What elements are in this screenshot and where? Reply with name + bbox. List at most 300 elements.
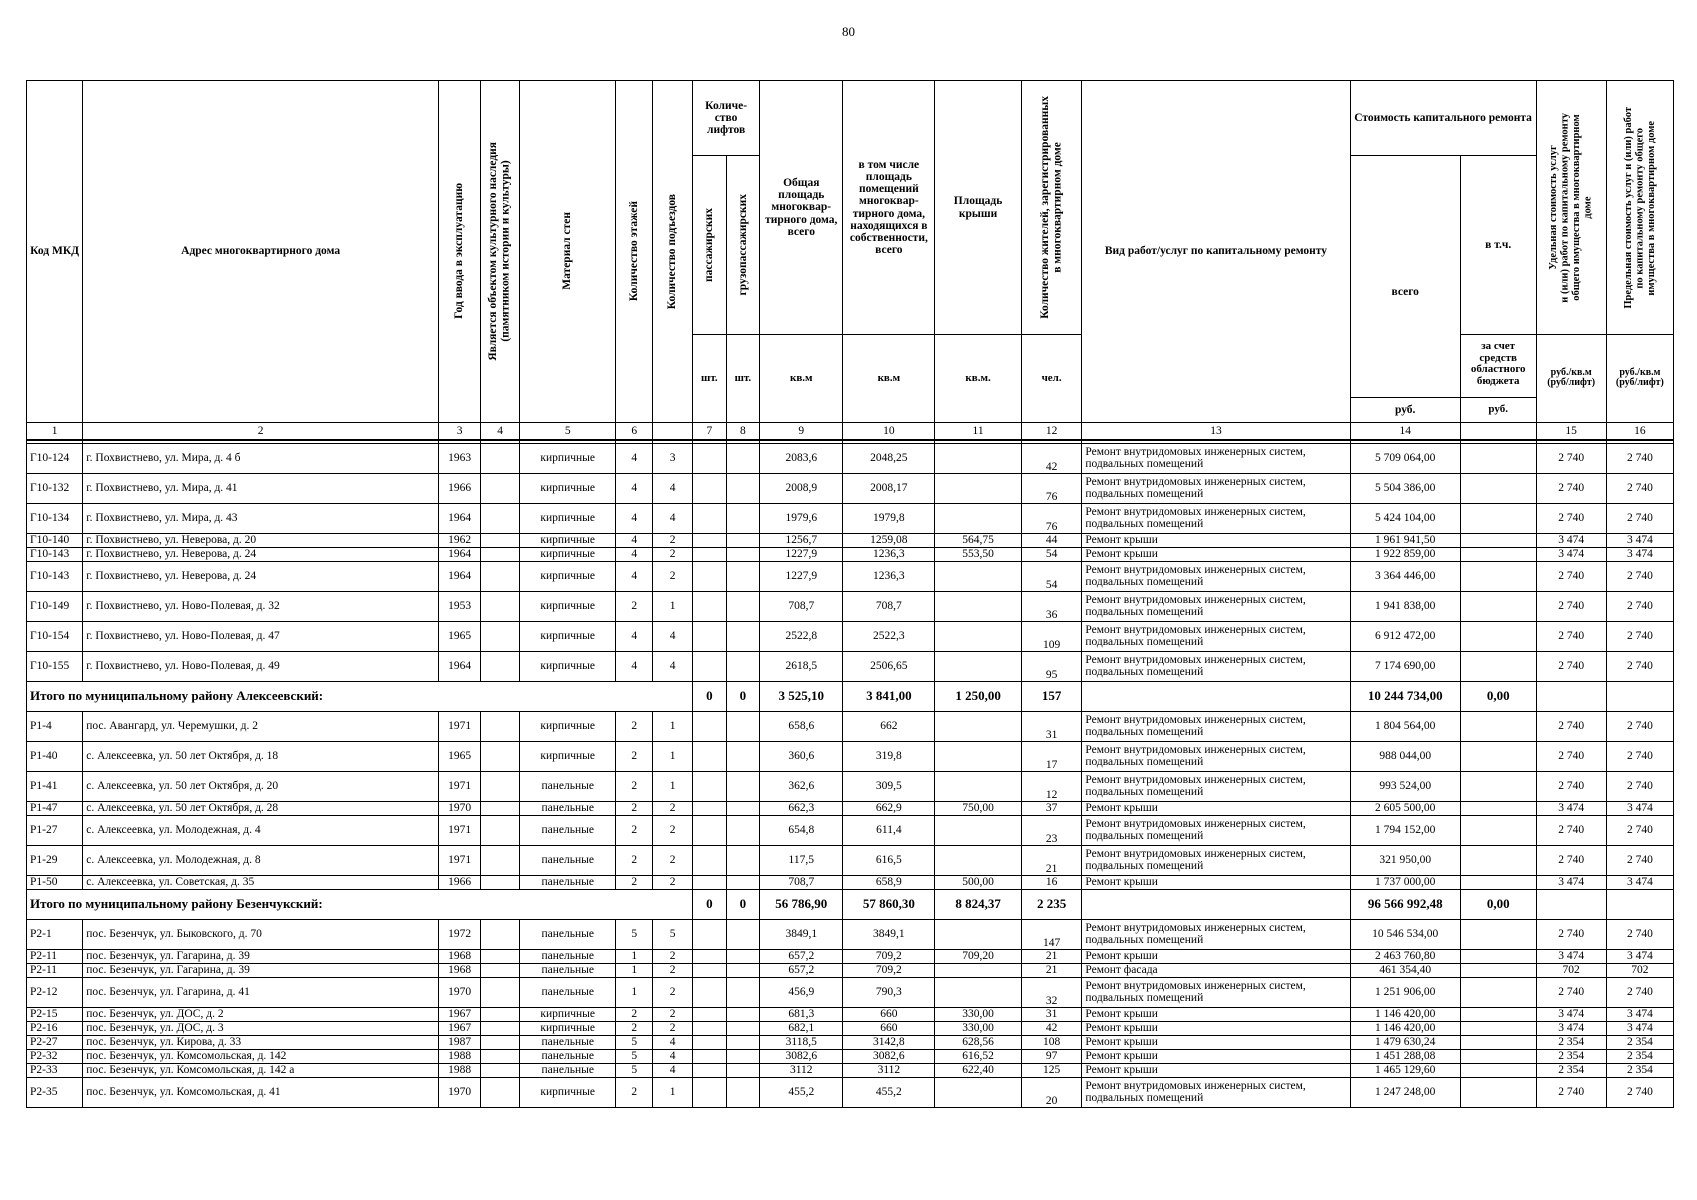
mkd-code: Р1-29 (27, 845, 83, 875)
header-material: Материал стен (520, 81, 616, 423)
regional-budget (1460, 443, 1536, 473)
mkd-address: г. Похвистнево, ул. Мира, д. 4 б (83, 443, 439, 473)
mkd-code: Р2-1 (27, 919, 83, 949)
total-area: 2083,6 (760, 443, 843, 473)
total-area: 681,3 (760, 1007, 843, 1021)
lifts-passenger (693, 919, 727, 949)
heritage-flag (481, 621, 520, 651)
owned-area: 455,2 (843, 1077, 935, 1107)
mkd-code: Р1-40 (27, 741, 83, 771)
heritage-flag (481, 1021, 520, 1035)
heritage-flag (481, 815, 520, 845)
total-area: 3849,1 (760, 919, 843, 949)
header-cost-total-text: всего (1391, 285, 1419, 298)
commission-year: 1962 (439, 533, 481, 547)
wall-material: кирпичные (520, 591, 616, 621)
roof-area (935, 815, 1022, 845)
mkd-address: г. Похвистнево, ул. Неверова, д. 20 (83, 533, 439, 547)
header-residents: Количество жителей, зарегистрированных в многоквартирном доме (1021, 81, 1082, 335)
unit-cost: 3 474 (1536, 547, 1606, 561)
owned-area: 658,9 (843, 875, 935, 889)
residents-count: 76 (1021, 473, 1082, 503)
lifts-passenger (693, 845, 727, 875)
floors-count: 2 (616, 1007, 653, 1021)
commission-year: 1964 (439, 503, 481, 533)
max-cost: 2 740 (1606, 1077, 1673, 1107)
owned-area: 2048,25 (843, 443, 935, 473)
header-cost-regional (1460, 335, 1536, 423)
owned-area: 2008,17 (843, 473, 935, 503)
heritage-flag (481, 919, 520, 949)
column-number: 2 (83, 422, 439, 440)
wall-material: кирпичные (520, 443, 616, 473)
floors-count: 4 (616, 547, 653, 561)
residents-count: 147 (1021, 919, 1082, 949)
lifts-cargo (726, 443, 760, 473)
lifts-cargo (726, 801, 760, 815)
floors-count: 5 (616, 1063, 653, 1077)
column-number: 16 (1606, 422, 1673, 440)
residents-count: 37 (1021, 801, 1082, 815)
regional-budget (1460, 801, 1536, 815)
total-area: 2008,9 (760, 473, 843, 503)
mkd-code: Р2-33 (27, 1063, 83, 1077)
roof-area (935, 443, 1022, 473)
table-row (27, 977, 1674, 1007)
max-cost: 702 (1606, 963, 1673, 977)
unit-total-area: кв.м (760, 335, 843, 423)
mkd-code: Г10-143 (27, 547, 83, 561)
wall-material: панельные (520, 949, 616, 963)
floors-count: 4 (616, 561, 653, 591)
header-cost-incl: в т.ч. (1460, 156, 1536, 335)
total-work-empty (1082, 681, 1350, 711)
mkd-address: пос. Безенчук, ул. ДОС, д. 2 (83, 1007, 439, 1021)
work-type: Ремонт крыши (1082, 949, 1350, 963)
roof-area (935, 977, 1022, 1007)
lifts-cargo (726, 547, 760, 561)
entrances-count: 2 (653, 801, 693, 815)
max-cost: 2 740 (1606, 771, 1673, 801)
lifts-passenger (693, 1049, 727, 1063)
residents-count: 36 (1021, 591, 1082, 621)
mkd-address: с. Алексеевка, ул. 50 лет Октября, д. 28 (83, 801, 439, 815)
total-lifts-passenger: 0 (693, 889, 727, 919)
commission-year: 1971 (439, 815, 481, 845)
regional-budget (1460, 741, 1536, 771)
header-work-type: Вид работ/услуг по капитальному ремонту (1082, 81, 1350, 423)
entrances-count: 1 (653, 591, 693, 621)
max-cost: 2 740 (1606, 443, 1673, 473)
owned-area: 709,2 (843, 963, 935, 977)
header-cost-total (1350, 156, 1460, 423)
total-area: 708,7 (760, 875, 843, 889)
lifts-cargo (726, 919, 760, 949)
residents-count: 17 (1021, 741, 1082, 771)
owned-area: 660 (843, 1007, 935, 1021)
roof-area (935, 651, 1022, 681)
lifts-passenger (693, 651, 727, 681)
commission-year: 1966 (439, 875, 481, 889)
entrances-count: 4 (653, 473, 693, 503)
mkd-code: Г10-149 (27, 591, 83, 621)
floors-count: 2 (616, 741, 653, 771)
wall-material: кирпичные (520, 1007, 616, 1021)
max-cost: 2 740 (1606, 711, 1673, 741)
repair-cost: 10 546 534,00 (1350, 919, 1460, 949)
total-regional: 0,00 (1460, 681, 1536, 711)
unit-cost: 2 740 (1536, 1077, 1606, 1107)
lifts-cargo (726, 949, 760, 963)
header-total-area: Общая площадь многоквар-тирного дома, всего (760, 81, 843, 335)
lifts-passenger (693, 443, 727, 473)
owned-area: 319,8 (843, 741, 935, 771)
regional-budget (1460, 1021, 1536, 1035)
lifts-passenger (693, 1077, 727, 1107)
wall-material: кирпичные (520, 651, 616, 681)
wall-material: кирпичные (520, 503, 616, 533)
max-cost: 2 354 (1606, 1049, 1673, 1063)
lifts-cargo (726, 711, 760, 741)
total-area: 1227,9 (760, 547, 843, 561)
wall-material: панельные (520, 845, 616, 875)
floors-count: 4 (616, 621, 653, 651)
mkd-address: пос. Авангард, ул. Черемушки, д. 2 (83, 711, 439, 741)
max-cost: 2 740 (1606, 503, 1673, 533)
lifts-passenger (693, 1007, 727, 1021)
column-numbers-row (27, 422, 1674, 440)
residents-count: 21 (1021, 949, 1082, 963)
commission-year: 1967 (439, 1007, 481, 1021)
commission-year: 1988 (439, 1049, 481, 1063)
floors-count: 2 (616, 815, 653, 845)
wall-material: панельные (520, 963, 616, 977)
regional-budget (1460, 1035, 1536, 1049)
table-row (27, 1021, 1674, 1035)
heritage-flag (481, 651, 520, 681)
mkd-code: Р2-12 (27, 977, 83, 1007)
heritage-flag (481, 963, 520, 977)
entrances-count: 4 (653, 651, 693, 681)
work-type: Ремонт внутридомовых инженерных систем, подвальных помещений (1082, 473, 1350, 503)
lifts-cargo (726, 1035, 760, 1049)
lifts-cargo (726, 845, 760, 875)
residents-count: 42 (1021, 1021, 1082, 1035)
wall-material: кирпичные (520, 533, 616, 547)
unit-cost-regional: руб. (1461, 397, 1536, 422)
column-number: 8 (726, 422, 760, 440)
owned-area: 709,2 (843, 949, 935, 963)
roof-area (935, 711, 1022, 741)
mkd-code: Г10-124 (27, 443, 83, 473)
lifts-cargo (726, 1049, 760, 1063)
owned-area: 309,5 (843, 771, 935, 801)
lifts-passenger (693, 963, 727, 977)
floors-count: 2 (616, 801, 653, 815)
header-owned-area: в том числе площадь помещений многоквар-тирного дома, находящихся в собственности, всего (843, 81, 935, 335)
floors-count: 1 (616, 963, 653, 977)
regional-budget (1460, 875, 1536, 889)
mkd-code: Р2-27 (27, 1035, 83, 1049)
roof-area (935, 845, 1022, 875)
heritage-flag (481, 561, 520, 591)
commission-year: 1964 (439, 561, 481, 591)
table-row (27, 711, 1674, 741)
mkd-code: Г10-154 (27, 621, 83, 651)
lifts-cargo (726, 963, 760, 977)
work-type: Ремонт внутридомовых инженерных систем, подвальных помещений (1082, 443, 1350, 473)
lifts-cargo (726, 621, 760, 651)
work-type: Ремонт внутридомовых инженерных систем, подвальных помещений (1082, 561, 1350, 591)
district-total-row (27, 889, 1674, 919)
heritage-flag (481, 711, 520, 741)
mkd-address: с. Алексеевка, ул. Молодежная, д. 8 (83, 845, 439, 875)
column-number: 1 (27, 422, 83, 440)
regional-budget (1460, 503, 1536, 533)
floors-count: 1 (616, 949, 653, 963)
repair-cost: 7 174 690,00 (1350, 651, 1460, 681)
total-cost: 10 244 734,00 (1350, 681, 1460, 711)
wall-material: панельные (520, 771, 616, 801)
entrances-count: 2 (653, 977, 693, 1007)
repair-cost: 1 146 420,00 (1350, 1007, 1460, 1021)
entrances-count: 2 (653, 875, 693, 889)
unit-pcs-cargo: шт. (726, 335, 760, 423)
entrances-count: 2 (653, 815, 693, 845)
total-lifts-cargo: 0 (726, 889, 760, 919)
roof-area: 553,50 (935, 547, 1022, 561)
roof-area (935, 741, 1022, 771)
unit-cost: 702 (1536, 963, 1606, 977)
header-address: Адрес многоквартирного дома (83, 81, 439, 423)
max-cost: 2 740 (1606, 591, 1673, 621)
total-roof-area: 8 824,37 (935, 889, 1022, 919)
wall-material: кирпичные (520, 621, 616, 651)
owned-area: 3112 (843, 1063, 935, 1077)
entrances-count: 4 (653, 1063, 693, 1077)
total-area: 3082,6 (760, 1049, 843, 1063)
commission-year: 1965 (439, 741, 481, 771)
header-lifts-passenger: пассажирских (693, 156, 727, 335)
repair-cost: 1 922 859,00 (1350, 547, 1460, 561)
heritage-flag (481, 1077, 520, 1107)
repair-cost: 5 504 386,00 (1350, 473, 1460, 503)
work-type: Ремонт внутридомовых инженерных систем, подвальных помещений (1082, 1077, 1350, 1107)
table-row (27, 533, 1674, 547)
floors-count: 4 (616, 651, 653, 681)
total-area: 658,6 (760, 711, 843, 741)
column-number: 5 (520, 422, 616, 440)
unit-cost: 3 474 (1536, 949, 1606, 963)
heritage-flag (481, 1007, 520, 1021)
table-row (27, 1007, 1674, 1021)
max-cost: 2 740 (1606, 651, 1673, 681)
repair-cost: 1 804 564,00 (1350, 711, 1460, 741)
repair-cost: 5 424 104,00 (1350, 503, 1460, 533)
owned-area: 2506,65 (843, 651, 935, 681)
regional-budget (1460, 533, 1536, 547)
work-type: Ремонт внутридомовых инженерных систем, подвальных помещений (1082, 503, 1350, 533)
commission-year: 1964 (439, 651, 481, 681)
heritage-flag (481, 1063, 520, 1077)
page-number: 80 (842, 24, 855, 39)
repair-cost: 1 961 941,50 (1350, 533, 1460, 547)
repair-cost: 2 463 760,80 (1350, 949, 1460, 963)
entrances-count: 1 (653, 1077, 693, 1107)
repair-cost: 2 605 500,00 (1350, 801, 1460, 815)
header-year: Год ввода в эксплуатацию (439, 81, 481, 423)
unit-residents: чел. (1021, 335, 1082, 423)
regional-budget (1460, 1049, 1536, 1063)
table-row (27, 651, 1674, 681)
table-row (27, 771, 1674, 801)
work-type: Ремонт крыши (1082, 1021, 1350, 1035)
header-cost: Стоимость капитального ремонта (1350, 81, 1536, 156)
lifts-passenger (693, 1021, 727, 1035)
commission-year: 1971 (439, 845, 481, 875)
regional-budget (1460, 919, 1536, 949)
lifts-passenger (693, 741, 727, 771)
table-row (27, 1077, 1674, 1107)
lifts-passenger (693, 621, 727, 651)
heritage-flag (481, 1049, 520, 1063)
lifts-cargo (726, 1007, 760, 1021)
table-row (27, 845, 1674, 875)
mkd-address: пос. Безенчук, ул. Быковского, д. 70 (83, 919, 439, 949)
lifts-passenger (693, 815, 727, 845)
heritage-flag (481, 977, 520, 1007)
mkd-address: пос. Безенчук, ул. Кирова, д. 33 (83, 1035, 439, 1049)
residents-count: 44 (1021, 533, 1082, 547)
unit-cost: 2 740 (1536, 977, 1606, 1007)
column-number: 4 (481, 422, 520, 440)
entrances-count: 2 (653, 949, 693, 963)
total-area: 360,6 (760, 741, 843, 771)
lifts-passenger (693, 1063, 727, 1077)
header-code: Код МКД (27, 81, 83, 423)
regional-budget (1460, 949, 1536, 963)
commission-year: 1972 (439, 919, 481, 949)
unit-cost: 3 474 (1536, 1007, 1606, 1021)
lifts-cargo (726, 771, 760, 801)
mkd-address: пос. Безенчук, ул. Гагарина, д. 39 (83, 949, 439, 963)
mkd-address: пос. Безенчук, ул. Комсомольская, д. 41 (83, 1077, 439, 1107)
capital-repair-table (26, 80, 1674, 1108)
commission-year: 1988 (439, 1063, 481, 1077)
repair-cost: 1 737 000,00 (1350, 875, 1460, 889)
roof-area (935, 591, 1022, 621)
roof-area: 622,40 (935, 1063, 1022, 1077)
mkd-address: с. Алексеевка, ул. Молодежная, д. 4 (83, 815, 439, 845)
heritage-flag (481, 875, 520, 889)
wall-material: панельные (520, 977, 616, 1007)
owned-area: 1236,3 (843, 561, 935, 591)
unit-owned-area: кв.м (843, 335, 935, 423)
regional-budget (1460, 771, 1536, 801)
roof-area (935, 963, 1022, 977)
mkd-address: пос. Безенчук, ул. Гагарина, д. 41 (83, 977, 439, 1007)
lifts-passenger (693, 473, 727, 503)
repair-cost: 461 354,40 (1350, 963, 1460, 977)
floors-count: 2 (616, 591, 653, 621)
column-number: 15 (1536, 422, 1606, 440)
repair-cost: 1 251 906,00 (1350, 977, 1460, 1007)
header-lifts: Количе-ство лифтов (693, 81, 760, 156)
header-floors: Количество этажей (616, 81, 653, 423)
header-cost-regional-text: за счет средств областного бюджета (1470, 340, 1526, 387)
roof-area: 564,75 (935, 533, 1022, 547)
total-roof-area: 1 250,00 (935, 681, 1022, 711)
roof-area: 330,00 (935, 1007, 1022, 1021)
total-lifts-cargo: 0 (726, 681, 760, 711)
lifts-passenger (693, 875, 727, 889)
entrances-count: 3 (653, 443, 693, 473)
commission-year: 1971 (439, 771, 481, 801)
unit-cost: 2 354 (1536, 1063, 1606, 1077)
lifts-cargo (726, 591, 760, 621)
residents-count: 23 (1021, 815, 1082, 845)
mkd-address: г. Похвистнево, ул. Ново-Полевая, д. 49 (83, 651, 439, 681)
owned-area: 660 (843, 1021, 935, 1035)
owned-area: 790,3 (843, 977, 935, 1007)
total-residents: 157 (1021, 681, 1082, 711)
roof-area: 709,20 (935, 949, 1022, 963)
owned-area: 2522,3 (843, 621, 935, 651)
heritage-flag (481, 741, 520, 771)
unit-cost: 2 740 (1536, 473, 1606, 503)
table-row (27, 591, 1674, 621)
total-owned-area: 3 841,00 (843, 681, 935, 711)
max-cost: 2 740 (1606, 977, 1673, 1007)
work-type: Ремонт внутридомовых инженерных систем, подвальных помещений (1082, 621, 1350, 651)
mkd-address: г. Похвистнево, ул. Мира, д. 41 (83, 473, 439, 503)
residents-count: 31 (1021, 1007, 1082, 1021)
header-roof-area: Площадь крыши (935, 81, 1022, 335)
total-area: 662,3 (760, 801, 843, 815)
total-work-empty (1082, 889, 1350, 919)
unit-cost: 2 354 (1536, 1049, 1606, 1063)
work-type: Ремонт крыши (1082, 547, 1350, 561)
lifts-passenger (693, 977, 727, 1007)
total-area: 1227,9 (760, 561, 843, 591)
table-row (27, 621, 1674, 651)
unit-roof-area: кв.м. (935, 335, 1022, 423)
lifts-passenger (693, 771, 727, 801)
lifts-cargo (726, 741, 760, 771)
table-header (27, 81, 1674, 440)
unit-cost: 2 740 (1536, 815, 1606, 845)
floors-count: 5 (616, 1049, 653, 1063)
work-type: Ремонт внутридомовых инженерных систем, подвальных помещений (1082, 977, 1350, 1007)
repair-cost: 993 524,00 (1350, 771, 1460, 801)
max-cost: 3 474 (1606, 801, 1673, 815)
repair-cost: 6 912 472,00 (1350, 621, 1460, 651)
unit-cost: 3 474 (1536, 1021, 1606, 1035)
work-type: Ремонт крыши (1082, 801, 1350, 815)
floors-count: 2 (616, 875, 653, 889)
total-area: 1979,6 (760, 503, 843, 533)
unit-cost: 2 740 (1536, 443, 1606, 473)
column-number: 6 (616, 422, 653, 440)
commission-year: 1968 (439, 963, 481, 977)
heritage-flag (481, 591, 520, 621)
total-lifts-passenger: 0 (693, 681, 727, 711)
entrances-count: 2 (653, 963, 693, 977)
max-cost: 3 474 (1606, 949, 1673, 963)
column-number: 3 (439, 422, 481, 440)
unit-cost: 3 474 (1536, 875, 1606, 889)
repair-cost: 1 794 152,00 (1350, 815, 1460, 845)
